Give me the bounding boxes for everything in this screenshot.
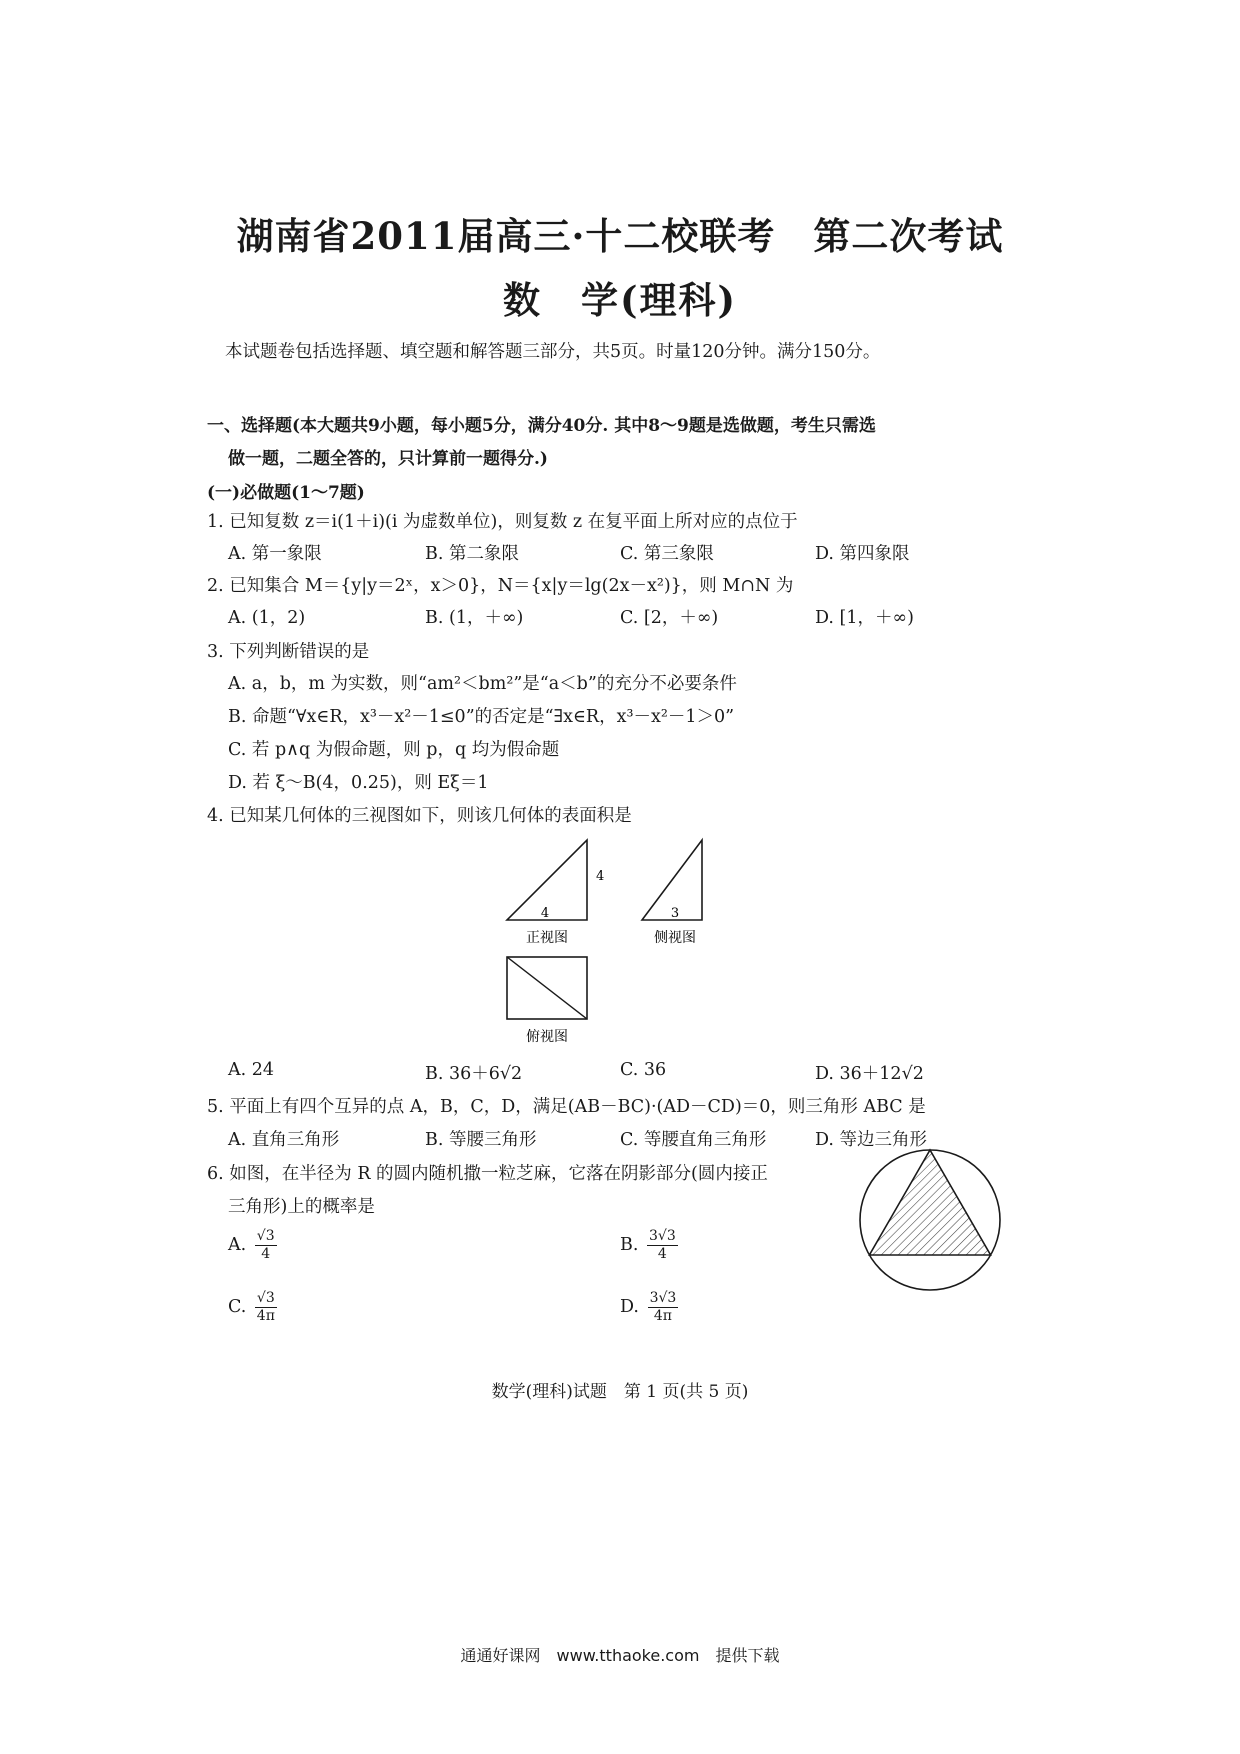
section-heading-cont: 做一题，二题全答的，只计算前一题得分.) [228, 449, 548, 469]
three-view-figure [495, 830, 735, 1060]
page-footer: 数学(理科)试题 第 1 页(共 5 页) [491, 1382, 749, 1402]
q2-option-c: C. [2，＋∞) [620, 608, 719, 628]
side-base-label: 3 [670, 906, 680, 921]
question-5-stem: 5. 平面上有四个互异的点 A，B，C，D，满足(AB－BC)·(AD－CD)＝0，则三角形 ABC 是 [207, 1097, 926, 1117]
q6-c-numerator: √3 [256, 1290, 275, 1306]
q6-b-fraction [647, 1228, 678, 1263]
sub-heading: (一)必做题(1～7题) [207, 483, 365, 503]
shaded-triangle [869, 1150, 990, 1255]
q6-d-numerator: 3√3 [649, 1290, 677, 1306]
q6-a-denominator: 4 [261, 1246, 271, 1262]
q1-option-b: B. 第二象限 [425, 544, 519, 564]
q3-option-b: B. 命题“∀x∈R，x³－x²－1≤0”的否定是“∃x∈R，x³－x²－1＞0” [228, 707, 735, 727]
q2-option-a: A. (1，2) [228, 608, 306, 628]
q5-option-d: D. 等边三角形 [815, 1130, 928, 1150]
q3-option-a: A. a，b，m 为实数，则“am²＜bm²”是“a＜b”的充分不必要条件 [228, 674, 737, 694]
q6-option-b [620, 1228, 678, 1263]
q5-option-b: B. 等腰三角形 [425, 1130, 537, 1150]
q5-option-c: C. 等腰直角三角形 [620, 1130, 767, 1150]
q1-option-d: D. 第四象限 [815, 544, 910, 564]
q6-d-denominator: 4π [653, 1308, 672, 1324]
q1-option-a: A. 第一象限 [228, 544, 322, 564]
exam-title: 湖南省2011届高三·十二校联考 第二次考试 [236, 214, 1004, 258]
q6-d-fraction [648, 1290, 679, 1325]
front-height-label: 4 [596, 869, 605, 884]
question-6-stem: 6. 如图，在半径为 R 的圆内随机撒一粒芝麻，它落在阴影部分(圆内接正 [207, 1164, 768, 1184]
q3-option-c: C. 若 p∧q 为假命题，则 p，q 均为假命题 [228, 740, 560, 760]
q6-a-letter: A. [228, 1235, 247, 1255]
q6-c-fraction [255, 1290, 277, 1325]
q6-c-denominator: 4π [256, 1308, 275, 1324]
q6-a-fraction [255, 1228, 277, 1263]
question-3-stem: 3. 下列判断错误的是 [207, 642, 370, 662]
question-6-stem-cont: 三角形)上的概率是 [228, 1197, 375, 1217]
q6-c-letter: C. [228, 1297, 247, 1317]
q6-option-d [620, 1290, 678, 1325]
section-heading: 一、选择题(本大题共9小题，每小题5分，满分40分. 其中8～9题是选做题，考生只需选 [207, 416, 876, 436]
q4-option-a: A. 24 [228, 1060, 275, 1080]
q4-option-b: B. 36＋6√2 [425, 1064, 523, 1084]
front-view-caption: 正视图 [526, 930, 568, 946]
side-view-caption: 侧视图 [654, 930, 696, 946]
front-base-label: 4 [540, 906, 550, 921]
source-credit: 通通好课网 www.tthaoke.com 提供下载 [460, 1646, 780, 1665]
q6-b-denominator: 4 [657, 1246, 667, 1262]
q2-option-d: D. [1，＋∞) [815, 608, 914, 628]
q6-option-c [228, 1290, 277, 1325]
question-1-stem: 1. 已知复数 z＝i(1＋i)(i 为虚数单位)，则复数 z 在复平面上所对应的点位于 [207, 512, 798, 532]
q4-option-c: C. 36 [620, 1060, 667, 1080]
exam-subtitle: 数 学(理科) [502, 278, 737, 322]
q4-option-d: D. 36＋12√2 [815, 1064, 924, 1084]
q6-b-numerator: 3√3 [649, 1228, 676, 1244]
top-view-caption: 俯视图 [526, 1029, 568, 1045]
inscribed-triangle-figure [855, 1145, 1005, 1295]
q6-option-a [228, 1228, 277, 1263]
q5-option-a: A. 直角三角形 [228, 1130, 340, 1150]
question-4-stem: 4. 已知某几何体的三视图如下，则该几何体的表面积是 [207, 806, 632, 826]
question-2-stem: 2. 已知集合 M＝{y|y＝2ˣ，x＞0}，N＝{x|y＝lg(2x－x²)}，则 M∩N 为 [207, 576, 794, 596]
q2-option-b: B. (1，＋∞) [425, 608, 524, 628]
q3-option-d: D. 若 ξ～B(4，0.25)，则 Eξ＝1 [228, 773, 489, 793]
top-view-diagonal [507, 957, 587, 1019]
exam-intro: 本试题卷包括选择题、填空题和解答题三部分，共5页。时量120分钟。满分150分。 [225, 342, 881, 362]
q6-a-numerator: √3 [256, 1228, 275, 1244]
q6-d-letter: D. [620, 1297, 639, 1317]
q1-option-c: C. 第三象限 [620, 544, 714, 564]
q6-b-letter: B. [620, 1235, 639, 1255]
